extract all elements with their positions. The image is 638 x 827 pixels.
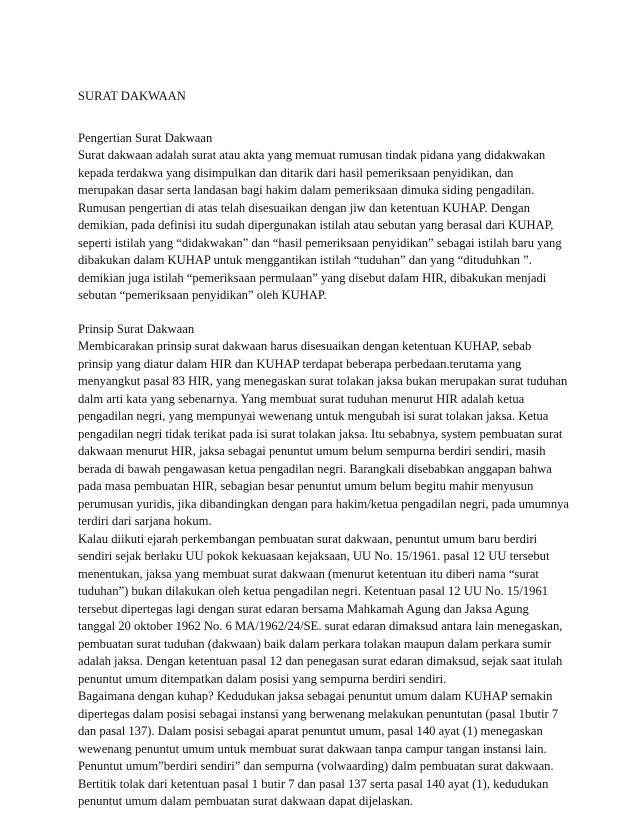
paragraph-line: menyangkut pasal 83 HIR, yang menegaskan surat tolakan jaksa bukan merupakan surat tuduhan xyxy=(78,374,568,388)
paragraph-line: dipertegas dalam posisi sebagai instansi yang berwenang melakukan penuntutan (pasal 1butir 7 xyxy=(78,706,559,721)
paragraph-line: tanggal 20 oktober 1962 No. 6 MA/1962/24/SE. surat edaran dimaksud antara lain menegaskan, xyxy=(78,619,563,633)
paragraph-line: dakwaan menurut HIR, jaksa sebagai penuntut umum belum sempurna berdiri sendiri, masih xyxy=(78,444,546,458)
paragraph-line: Rumusan pengertian di atas telah disesuaikan dengan jiw dan ketentuan KUHAP. Dengan xyxy=(78,200,530,215)
paragraph-line: kepada terdakwa yang disimpulkan dan ditarik dari hasil pemeriksaan penyidikan, dan xyxy=(78,165,514,180)
paragraph-line: menentukan, jaksa yang membuat surat dakwaan (menurut ketentuan itu diberi nama “surat xyxy=(78,566,539,581)
paragraph-line: wewenang penuntut umum untuk membuat surat dakwaan tanpa campur tangan instansi lain. xyxy=(78,741,547,756)
paragraph-line: dalm arti kata yang sebenarnya. Yang membuat surat tuduhan menurut HIR adalah ketua xyxy=(78,391,525,406)
paragraph-line: pengadilan negri tidak terikat pada isi surat tolakan jaksa. Itu sebabnya, system pembuatan surat xyxy=(78,426,563,441)
paragraph-line: seperti istilah yang “didakwakan” dan “hasil pemeriksaan penyidikan” sebagai istilah baru yang xyxy=(78,235,562,250)
paragraph-line: demikian, pada definisi itu sudah dipergunakan istilah atau sebutan yang berasal dari KUHAP, xyxy=(78,218,554,232)
paragraph-line: berada di bawah pengawasan ketua pengadilan negri. Barangkali disebabkan anggapan bahwa xyxy=(78,461,552,476)
paragraph-line: Penuntut umum”berdiri sendiri” dan sempurna (volwaarding) dalm pembuatan surat dakwaan. xyxy=(78,759,554,773)
document-page xyxy=(78,88,618,827)
section-heading: Pengertian Surat Dakwaan xyxy=(78,130,213,145)
paragraph-line: perumusan yuridis, jika dibandingkan dengan para hakim/ketua pengadilan negri, pada umumnya xyxy=(78,496,570,511)
paragraph-line: dan pasal 137). Dalam posisi sebagai aparat penuntut umum, pasal 140 ayat (1) menegaskan xyxy=(78,724,543,738)
paragraph-line: Membicarakan prinsip surat dakwaan harus disesuaikan dengan ketentuan KUHAP, sebab xyxy=(78,339,532,353)
paragraph-line: prinsip yang diatur dalam HIR dan KUHAP terdapat beberapa perbedaan.terutama yang xyxy=(78,356,522,371)
document-title: SURAT DAKWAAN xyxy=(78,89,186,103)
section-heading: Prinsip Surat Dakwaan xyxy=(78,321,195,336)
paragraph-line: Kalau diikuti ejarah perkembangan pembuatan surat dakwaan, penuntut umum baru berdiri xyxy=(78,531,538,546)
paragraph-line: terdiri dari sarjana hokum. xyxy=(78,514,212,528)
paragraph-line: merupakan dasar serta landasan bagi hakim dalam pemeriksaan dimuka siding pengadilan. xyxy=(78,183,535,197)
paragraph-line: tersebut dipertegas lagi dengan surat edaran bersama Mahkamah Agung dan Jaksa Agung xyxy=(78,601,529,616)
paragraph-line: Bagaimana dengan kuhap? Kedudukan jaksa sebagai penuntut umum dalam KUHAP semakin xyxy=(78,689,553,703)
paragraph-line: Surat dakwaan adalah surat atau akta yang memuat rumusan tindak pidana yang didakwakan xyxy=(78,148,546,162)
paragraph-line: pembuatan surat tuduhan (dakwaan) baik dalam perkara tolakan maupun dalam perkara sumir xyxy=(78,636,552,651)
paragraph-line: dibakukan dalam KUHAP untuk menggantikan istilah “tuduhan” dan yang “dituduhkan ”. xyxy=(78,253,532,267)
paragraph-line: demikian juga istilah “pemeriksaan permulaan” yang disebut dalam HIR, dibakukan menjadi xyxy=(78,270,547,285)
paragraph-line: sendiri sejak berlaku UU pokok kekuasaan kejaksaan, UU No. 15/1961. pasal 12 UU tersebut xyxy=(78,549,550,563)
paragraph-line: pada masa pembuatan HIR, sebagian besar penuntut umum belum begitu mahir menyusun xyxy=(78,479,534,493)
paragraph-line: sebutan “pemeriksaan penyidikan” oleh KUHAP. xyxy=(78,288,327,302)
paragraph-line: tuduhan”) bukan dilakukan oleh ketua pengadilan negri. Ketentuan pasal 12 UU No. 15/1961 xyxy=(78,584,549,598)
paragraph-line: pengadilan negri, yang mempunyai wewenang untuk mengubah isi surat tolakan jaksa. Ketua xyxy=(78,409,549,423)
paragraph-line: penuntut umum ditempatkan dalam posisi yang sempurna berdiri sendiri. xyxy=(78,671,447,686)
paragraph-line: adalah jaksa. Dengan ketentuan pasal 12 dan penegasan surat edaran dimaksud, sejak saat itulah xyxy=(78,654,563,668)
paragraph-line: Bertitik tolak dari ketentuan pasal 1 butir 7 dan pasal 137 serta pasal 140 ayat (1), kedudukan xyxy=(78,776,549,791)
paragraph-line: penuntut umum dalam pembuatan surat dakwaan dapat dijelaskan. xyxy=(78,794,414,808)
document-body xyxy=(78,130,618,811)
section-pengertian xyxy=(78,130,618,305)
section-prinsip xyxy=(78,321,618,811)
